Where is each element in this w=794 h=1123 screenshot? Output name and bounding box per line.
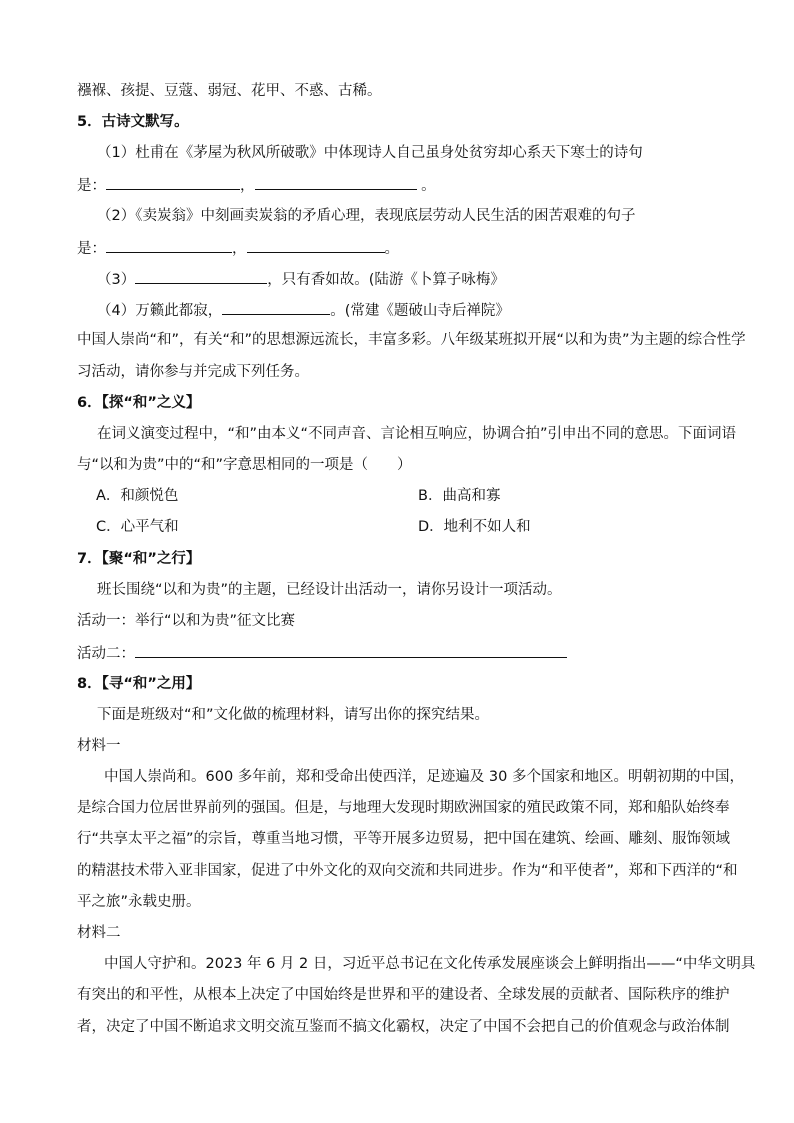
q5-item2-prompt: （2）《卖炭翁》中刻画卖炭翁的矛盾心理，表现底层劳动人民生活的困苦艰难的句子 xyxy=(97,208,636,224)
q6-option-d[interactable]: D．地利不如人和 xyxy=(418,519,531,535)
q5-item1-prompt: （1）杜甫在《茅屋为秋风所破歌》中体现诗人自己虽身处贫穷却心系天下寒士的诗句 xyxy=(97,145,643,161)
question-5-heading: 5．古诗文默写。 xyxy=(77,114,189,130)
answer-blank[interactable] xyxy=(135,642,567,658)
item-text: ，只有香如故。(陆游《卜算子咏梅》 xyxy=(267,272,505,288)
intro-paragraph-line1: 中国人崇尚“和”，有关“和”的思想源远流长，丰富多彩。八年级某班拟开展“以和为贵”为主题的综合性学 xyxy=(77,332,746,348)
q6-option-a[interactable]: A．和颜悦色 xyxy=(96,488,179,504)
answer-blank[interactable] xyxy=(247,237,385,253)
age-terms-line: 襁褓、孩提、豆蔻、弱冠、花甲、不惑、古稀。 xyxy=(77,83,382,99)
q6-stem-line2: 与“以和为贵”中的“和”字意思相同的一项是（ ） xyxy=(77,457,412,473)
q5-item3-line xyxy=(97,268,505,290)
activity-two-label: 活动二： xyxy=(77,646,135,662)
q7-activity-one: 活动一：举行“以和为贵”征文比赛 xyxy=(77,613,296,629)
intro-paragraph-line2: 习活动，请你参与并完成下列任务。 xyxy=(77,364,309,380)
question-8-heading: 8．【寻“和”之用】 xyxy=(77,676,201,692)
q7-activity-two-line xyxy=(77,642,567,664)
q6-option-b[interactable]: B．曲高和寡 xyxy=(418,488,501,504)
material-one-label: 材料一 xyxy=(77,738,121,754)
item-text: （4）万籁此都寂， xyxy=(97,303,223,319)
question-7-heading: 7．【聚“和”之行】 xyxy=(77,551,201,567)
material-one-line5: 平之旅”永载史册。 xyxy=(77,894,201,910)
period: 。 xyxy=(384,241,399,257)
material-one-line2: 是综合国力位居世界前列的强国。但是，与地理大发现时期欧洲国家的殖民政策不同，郑和船队始终奉 xyxy=(77,800,730,816)
material-two-label: 材料二 xyxy=(77,925,121,941)
q5-item4-line xyxy=(97,299,510,321)
answer-blank[interactable] xyxy=(255,174,417,190)
answer-label: 是： xyxy=(77,241,106,257)
material-one-line4: 的精湛技术带入亚非国家，促进了中外文化的双向交流和共同进步。作为“和平使者”，郑和下西洋的“和 xyxy=(77,863,738,879)
q5-item2-answer-line xyxy=(77,237,399,259)
answer-label: 是： xyxy=(77,178,106,194)
material-two-line1: 中国人守护和。2023 年 6 月 2 日，习近平总书记在文化传承发展座谈会上鲜明指出——“中华文明具 xyxy=(104,956,756,972)
period: 。 xyxy=(416,178,436,194)
answer-blank[interactable] xyxy=(222,299,330,315)
material-two-line2: 有突出的和平性，从根本上决定了中国始终是世界和平的建设者、全球发展的贡献者、国际秩序的维护 xyxy=(77,987,730,1003)
answer-blank[interactable] xyxy=(106,237,232,253)
q6-stem-line1: 在词义演变过程中，“和”由本义“不同声音、言论相互响应，协调合拍”引申出不同的意思。下面词语 xyxy=(97,426,737,442)
answer-blank[interactable] xyxy=(106,174,240,190)
q8-stem: 下面是班级对“和”文化做的梳理材料，请写出你的探究结果。 xyxy=(97,707,490,723)
answer-blank[interactable] xyxy=(135,268,267,284)
q7-stem: 班长围绕“以和为贵”的主题，已经设计出活动一，请你另设计一项活动。 xyxy=(97,582,562,598)
q6-option-c[interactable]: C．心平气和 xyxy=(96,519,179,535)
material-two-line3: 者，决定了中国不断追求文明交流互鉴而不搞文化霸权，决定了中国不会把自己的价值观念与政治体制 xyxy=(77,1019,730,1035)
comma: ， xyxy=(232,241,247,257)
question-6-heading: 6．【探“和”之义】 xyxy=(77,395,201,411)
q5-item1-answer-line xyxy=(77,174,436,196)
item-number: （3） xyxy=(97,272,136,288)
material-one-line3: 行“共享太平之福”的宗旨，尊重当地习惯，平等开展多边贸易，把中国在建筑、绘画、雕刻、服饰领域 xyxy=(77,831,731,847)
comma: ， xyxy=(240,178,255,194)
item-text: 。(常建《题破山寺后禅院》 xyxy=(330,303,510,319)
material-one-line1: 中国人崇尚和。600 多年前，郑和受命出使西洋，足迹遍及 30 多个国家和地区。明朝初期的中国， xyxy=(104,769,744,785)
